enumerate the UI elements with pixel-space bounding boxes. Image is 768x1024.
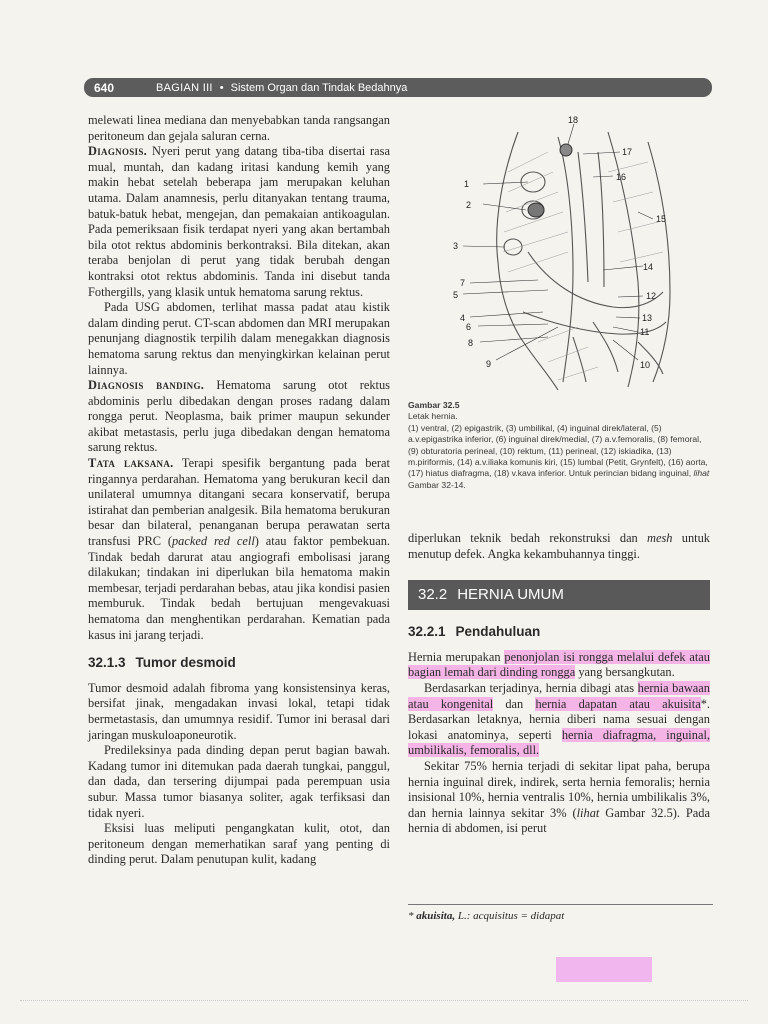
run-in-heading: Tata laksana. <box>88 456 174 471</box>
paragraph-management <box>88 456 390 643</box>
subsection-title: Pendahuluan <box>455 624 541 640</box>
caption-title: Gambar 32.5 <box>408 400 460 410</box>
figure-label: 14 <box>643 262 654 272</box>
subsection-heading <box>408 624 710 640</box>
header-bullet: • <box>219 81 224 94</box>
footnote-text: L.: acquisitus = didapat <box>455 910 565 922</box>
highlighted-text: hernia diafragma, inguinal, umbilikalis, femoralis, dll. <box>408 727 710 758</box>
caption-body: (1) ventral, (2) epigastrik, (3) umbilikal, (4) inguinal direk/lateral, (5) a.v.epigastrika inferior, (6) inguinal direk/medial, (7) a.v.femoralis, (8) femoral, (9) obturatoria perineal, (10) rektum, (11) perineal, (12) iskiadika, (13) m.piriformis, (14) a.v.iliaka komunis kiri, (15) lumbal (Petit, Grynfelt), (16) aorta, (17) hiatus diafragma, (18) v.kava inferior. Untuk perincian bidang inguinal, <box>408 422 708 479</box>
caption-subtitle: Letak hernia. <box>408 411 458 422</box>
caption-italic: lihat <box>693 468 710 479</box>
paragraph-text: diperlukan teknik bedah rekonstruksi dan <box>408 531 648 545</box>
footnote-term: akuisita, <box>416 910 456 922</box>
figure-label: 10 <box>640 360 651 370</box>
footnote-marker: * <box>408 910 414 922</box>
paragraph-text: Sekitar 75% hernia terjadi di sekitar lipat paha, berupa hernia inguinal direk, indirek, serta hernia femoralis; hernia insisional 10%, hernia ventralis 10%, hernia umbilikalis 3%, dan hernia lainnya sekitar 3% ( <box>408 758 710 820</box>
paragraph-text: Hernia merupakan <box>408 649 505 664</box>
paragraph-text: Nyeri perut yang datang tiba-tiba disertai rasa mual, muntah, dan kadang iritasi kandung kemih yang makin hebat setelah beberapa jam merupakan keluhan utama. Dalam anamnesis, perlu ditanyakan tentang trauma, batuk-batuk hebat, mengejan, dan pemakaian antikoagulan. Pada pemeriksaan fisik terdapat nyeri yang akan bertambah bila otot rektus abdominis berkontraksi. Bila ditekan, akan teraba benjolan di perut yang tidak berubah dengan kontraksi otot rektus abdominis. Tanda ini disebut tanda Fothergills, yang klasik untuk hematoma sarung rektus. <box>88 144 390 299</box>
left-column <box>88 113 390 868</box>
paragraph-text: dan <box>493 696 536 711</box>
paragraph: melewati linea mediana dan menyebabkan tanda rangsangan peritoneum dan gejala saluran cerna. <box>88 113 390 143</box>
anatomy-illustration <box>408 112 708 392</box>
header-section: BAGIAN III <box>156 81 213 94</box>
figure-label: 8 <box>468 338 474 348</box>
page-number: 640 <box>94 80 115 95</box>
header-title: Sistem Organ dan Tindak Bedahnya <box>230 81 408 94</box>
footnote <box>408 904 713 922</box>
highlighted-text: hernia bawaan atau kongenital <box>408 680 710 711</box>
figure-label: 9 <box>486 359 492 369</box>
paragraph <box>408 650 710 681</box>
caption-tail: Gambar 32-14. <box>408 479 466 490</box>
figure-label: 6 <box>466 322 472 332</box>
highlighted-text: penonjolan isi rongga melalui defek atau bagian lemah dari dinding rongga <box>408 649 710 680</box>
figure-label: 18 <box>568 115 579 125</box>
figure-label: 17 <box>622 147 633 157</box>
figure-label: 12 <box>646 291 657 301</box>
paragraph-text: untuk menutup defek. Angka kekambuhannya tinggi. <box>408 531 710 561</box>
page-edge-line <box>20 1000 748 1001</box>
highlighted-text: hernia dapatan atau akuisita <box>535 696 701 711</box>
paragraph <box>408 681 710 759</box>
paragraph: Pada USG abdomen, terlihat massa padat atau kistik dalam dinding perut. CT-scan abdomen dan MRI merupakan penunjang diagnostik terpilih dalam menegakkan diagnosis hematoma sarung rektus dan menyingkirkan kelainan perut lainnya. <box>88 300 390 377</box>
italic-term: lihat <box>576 805 600 820</box>
figure-label: 1 <box>464 179 470 189</box>
paragraph <box>408 531 710 562</box>
paragraph-differential <box>88 378 390 456</box>
running-header <box>84 78 712 97</box>
figure-label: 11 <box>640 327 650 337</box>
run-in-heading: Diagnosis. <box>88 144 148 159</box>
paragraph-text: Terapi spesifik bergantung pada berat ringannya perdarahan. Hematoma yang berukuran kecil dan unilateral umumnya ditangani secara konservatif, berupa istirahat dan pemberian analgesik. Bila hematoma berukuran besar dan bilateral, penanganan berupa perawatan serta transfusi PRC ( <box>88 456 390 549</box>
figure-label: 5 <box>453 290 459 300</box>
paragraph: Predileksinya pada dinding depan perut bagian bawah. Kadang tumor ini ditemukan pada daerah tungkai, panggul, dan dada, dan tersering dijumpai pada perempuan usia subur. Massa tumor biasanya soliter, agak terfiksasi dan tidak nyeri. <box>88 743 390 820</box>
figure-label: 3 <box>453 241 459 251</box>
paragraph-diagnosis <box>88 144 390 300</box>
paragraph-text: ) atau faktor pembekuan. Tindak bedah darurat atau angiografi embolisasi jarang dilakukan; tindakan ini diperlukan bila hematoma makin membesar, terjadi perdarahan bebas, atau jika kondisi pasien memburuk. Tindak bedah bertujuan mengevakuasi hematoma dan menghentikan perdarahan. Kematian pada kasus ini jarang terjadi. <box>88 534 390 642</box>
subsection-title: Tumor desmoid <box>135 655 236 671</box>
figure-label: 13 <box>642 313 653 323</box>
paragraph-text: Berdasarkan terjadinya, hernia dibagi atas <box>424 680 638 695</box>
italic-term: packed red cell <box>171 534 255 549</box>
figure-label: 7 <box>460 278 466 288</box>
section-title: HERNIA UMUM <box>457 586 564 604</box>
paragraph-text: *. Berdasarkan letaknya, hernia diberi nama sesuai dengan lokasi anatominya, seperti <box>408 696 710 742</box>
figure-caption <box>408 400 713 491</box>
paragraph: Tumor desmoid adalah fibroma yang konsistensinya keras, bersifat jinak, mengadakan invasi lokal, tetapi tidak bermetastasis, dan umumnya residif. Tumor ini berasal dari jaringan muskuloaponeurotik. <box>88 680 390 742</box>
hernia-anatomy-figure <box>408 112 708 392</box>
figure-label: 2 <box>466 200 472 210</box>
caption-text <box>408 423 713 491</box>
figure-label: 15 <box>656 214 667 224</box>
highlighter-mark <box>556 957 652 982</box>
run-in-heading: Diagnosis banding. <box>88 378 205 393</box>
figure-label: 4 <box>460 313 466 323</box>
paragraph-text: yang bersangkutan. <box>575 665 675 680</box>
subsection-number: 32.1.3 <box>88 655 126 671</box>
right-column <box>408 531 710 837</box>
paragraph-text: Gambar 32.5). Pada hernia di abdomen, isi perut <box>408 805 710 836</box>
paragraph <box>408 759 710 837</box>
subsection-number: 32.2.1 <box>408 624 446 640</box>
paragraph-text: Hematoma sarung otot rektus abdominis perlu dibedakan dengan proses radang dalam rongga perut. Neoplasma, baik primer maupun sekunder akibat metastasis, perlu juga dibedakan dengan hematoma sarung rektus. <box>88 378 390 455</box>
section-number: 32.2 <box>418 586 448 604</box>
paragraph: Eksisi luas meliputi pengangkatan kulit, otot, dan peritoneum dengan memerhatikan saraf yang penting di dinding perut. Dalam penutupan kulit, kadang <box>88 821 390 867</box>
italic-term: mesh <box>647 531 673 545</box>
figure-label: 16 <box>616 172 627 182</box>
subsection-heading <box>88 655 390 671</box>
section-banner <box>408 580 710 610</box>
